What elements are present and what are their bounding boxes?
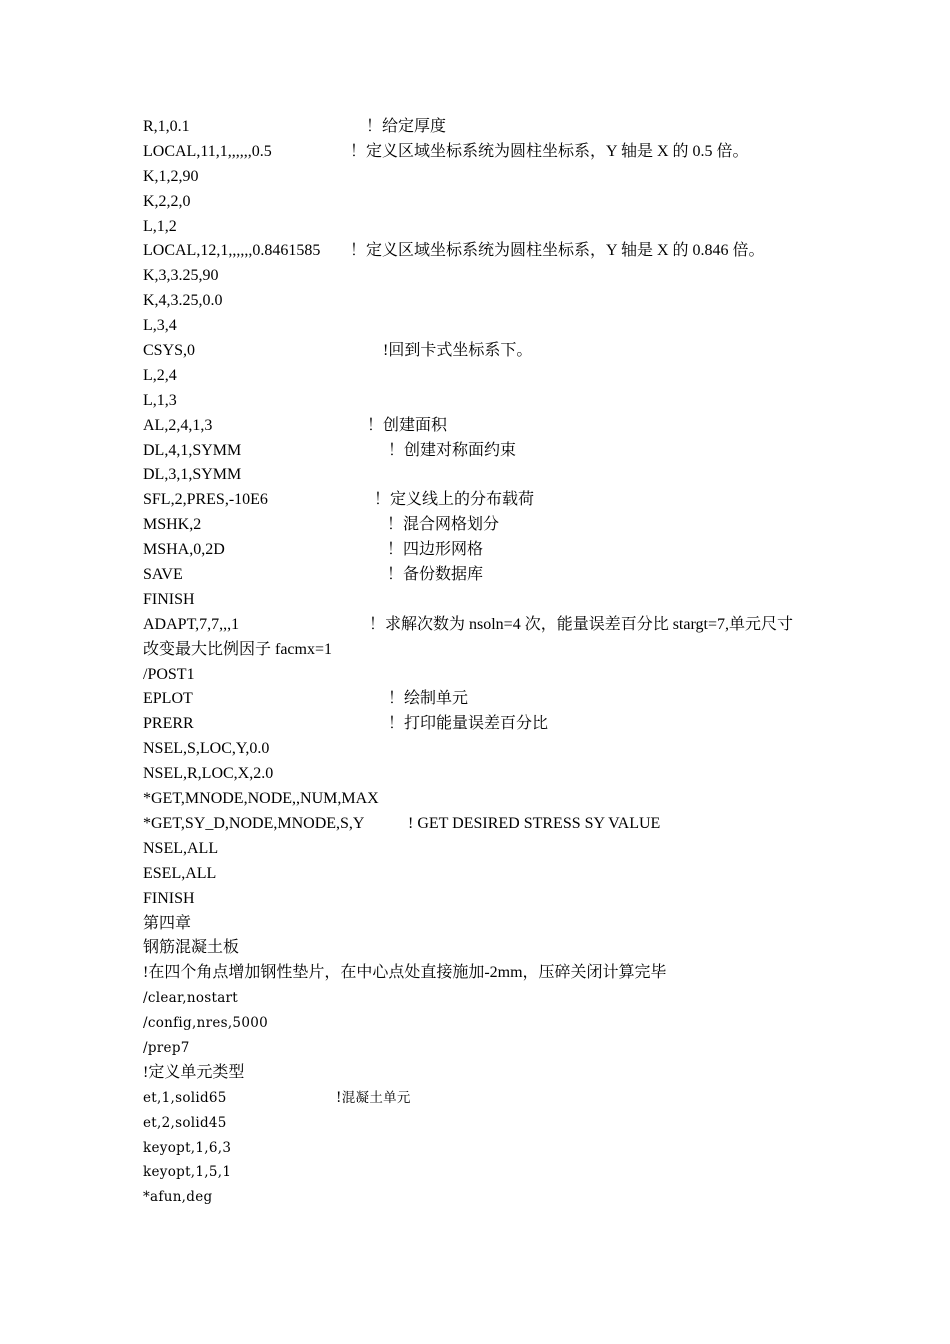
code-comment: !混凝土单元 bbox=[336, 1089, 411, 1106]
code-text: LOCAL,12,1,,,,,,0.8461585 bbox=[143, 242, 321, 260]
code-line bbox=[143, 115, 910, 140]
code-line bbox=[143, 513, 910, 538]
code-line bbox=[143, 762, 910, 787]
code-comment: ！定义区域坐标系统为圆柱坐标系，Y 轴是 X 的 0.5 倍。 bbox=[350, 142, 749, 160]
code-line bbox=[143, 289, 910, 314]
code-text: SAVE bbox=[143, 566, 183, 584]
code-line bbox=[143, 1086, 910, 1111]
code-comment: ！给定厚度 bbox=[366, 118, 447, 135]
code-text: et,2,solid45 bbox=[143, 1114, 227, 1131]
code-line bbox=[143, 314, 910, 339]
code-line bbox=[143, 264, 910, 289]
code-line bbox=[143, 215, 910, 240]
code-text: *afun,deg bbox=[143, 1189, 213, 1206]
code-line bbox=[143, 389, 910, 414]
code-text: *GET,MNODE,NODE,,NUM,MAX bbox=[143, 790, 379, 808]
code-text: FINISH bbox=[143, 590, 195, 608]
code-line bbox=[143, 1011, 910, 1036]
code-text: NSEL,S,LOC,Y,0.0 bbox=[143, 740, 270, 758]
code-comment: ！打印能量误差百分比 bbox=[388, 715, 549, 733]
code-line bbox=[143, 588, 910, 613]
code-comment: ！混合网格划分 bbox=[387, 516, 500, 534]
code-line bbox=[143, 687, 910, 712]
code-text: /POST1 bbox=[143, 665, 195, 683]
code-text: L,3,4 bbox=[143, 317, 177, 335]
code-text: 第四章 bbox=[143, 914, 192, 932]
code-text: DL,4,1,SYMM bbox=[143, 441, 242, 459]
code-comment: ！四边形网格 bbox=[387, 541, 484, 559]
code-text: !在四个角点增加钢性垫片，在中心点处直接施加-2mm，压碎关闭计算完毕 bbox=[143, 964, 667, 982]
code-comment: ！定义线上的分布载荷 bbox=[374, 491, 535, 509]
code-text: MSHA,0,2D bbox=[143, 541, 225, 559]
code-line bbox=[143, 787, 910, 812]
code-line bbox=[143, 1185, 910, 1210]
code-text: !定义单元类型 bbox=[143, 1063, 245, 1081]
code-line bbox=[143, 663, 910, 688]
code-text: FINISH bbox=[143, 889, 195, 907]
code-text: R,1,0.1 bbox=[143, 118, 190, 135]
code-line bbox=[143, 239, 910, 264]
code-text: L,1,3 bbox=[143, 391, 177, 409]
code-comment: ！绘制单元 bbox=[388, 690, 469, 708]
code-line bbox=[143, 837, 910, 862]
code-text: ESEL,ALL bbox=[143, 864, 217, 882]
code-comment: ！定义区域坐标系统为圆柱坐标系，Y 轴是 X 的 0.846 倍。 bbox=[350, 242, 765, 260]
code-comment: ！创建对称面约束 bbox=[388, 441, 517, 459]
code-text: NSEL,ALL bbox=[143, 839, 219, 857]
code-text: 钢筋混凝土板 bbox=[143, 939, 240, 957]
code-text: K,2,2,0 bbox=[143, 192, 191, 210]
code-text: /config,nres,5000 bbox=[143, 1015, 268, 1032]
code-text: PRERR bbox=[143, 715, 194, 733]
code-line bbox=[143, 1061, 910, 1086]
code-line bbox=[143, 488, 910, 513]
code-comment: ！备份数据库 bbox=[387, 566, 484, 584]
code-text: 改变最大比例因子 facmx=1 bbox=[143, 640, 333, 658]
code-text: LOCAL,11,1,,,,,,0.5 bbox=[143, 142, 272, 160]
code-text: keyopt,1,5,1 bbox=[143, 1164, 232, 1181]
code-line bbox=[143, 862, 910, 887]
code-text: keyopt,1,6,3 bbox=[143, 1139, 232, 1156]
code-comment: !回到卡式坐标系下。 bbox=[383, 342, 533, 360]
code-line bbox=[143, 463, 910, 488]
code-text: K,1,2,90 bbox=[143, 167, 199, 185]
code-text: L,2,4 bbox=[143, 366, 177, 384]
code-line bbox=[143, 936, 910, 961]
code-line bbox=[143, 190, 910, 215]
code-line bbox=[143, 1160, 910, 1185]
code-text: EPLOT bbox=[143, 690, 193, 708]
code-line bbox=[143, 1111, 910, 1136]
code-line bbox=[143, 887, 910, 912]
code-comment: ！求解次数为 nsoln=4 次，能量误差百分比 stargt=7,单元尺寸 bbox=[369, 615, 793, 633]
code-line bbox=[143, 414, 910, 439]
code-text: DL,3,1,SYMM bbox=[143, 466, 242, 484]
code-text: *GET,SY_D,NODE,MNODE,S,Y bbox=[143, 814, 365, 832]
code-comment: ! GET DESIRED STRESS SY VALUE bbox=[408, 814, 661, 832]
code-line bbox=[143, 638, 910, 663]
code-text: NSEL,R,LOC,X,2.0 bbox=[143, 765, 274, 783]
code-text: K,4,3.25,0.0 bbox=[143, 292, 223, 310]
code-line bbox=[143, 912, 910, 937]
code-text: CSYS,0 bbox=[143, 342, 196, 360]
code-line bbox=[143, 165, 910, 190]
code-line bbox=[143, 613, 910, 638]
code-text: et,1,solid65 bbox=[143, 1089, 227, 1106]
code-line bbox=[143, 364, 910, 389]
code-text: SFL,2,PRES,-10E6 bbox=[143, 491, 268, 509]
code-text: /prep7 bbox=[143, 1039, 190, 1056]
code-line bbox=[143, 712, 910, 737]
code-line bbox=[143, 538, 910, 563]
code-line bbox=[143, 439, 910, 464]
code-text: K,3,3.25,90 bbox=[143, 267, 219, 285]
code-line bbox=[143, 986, 910, 1011]
code-line bbox=[143, 563, 910, 588]
code-line bbox=[143, 961, 910, 986]
code-text: /clear,nostart bbox=[143, 990, 239, 1007]
code-listing bbox=[143, 115, 910, 1210]
code-line bbox=[143, 1036, 910, 1061]
code-line bbox=[143, 812, 910, 837]
code-text: MSHK,2 bbox=[143, 516, 202, 534]
code-line bbox=[143, 737, 910, 762]
code-line bbox=[143, 1136, 910, 1161]
code-text: ADAPT,7,7,,,1 bbox=[143, 615, 240, 633]
code-line bbox=[143, 140, 910, 165]
code-text: L,1,2 bbox=[143, 217, 177, 235]
code-line bbox=[143, 339, 910, 364]
code-comment: ！创建面积 bbox=[367, 416, 448, 434]
code-text: AL,2,4,1,3 bbox=[143, 416, 213, 434]
